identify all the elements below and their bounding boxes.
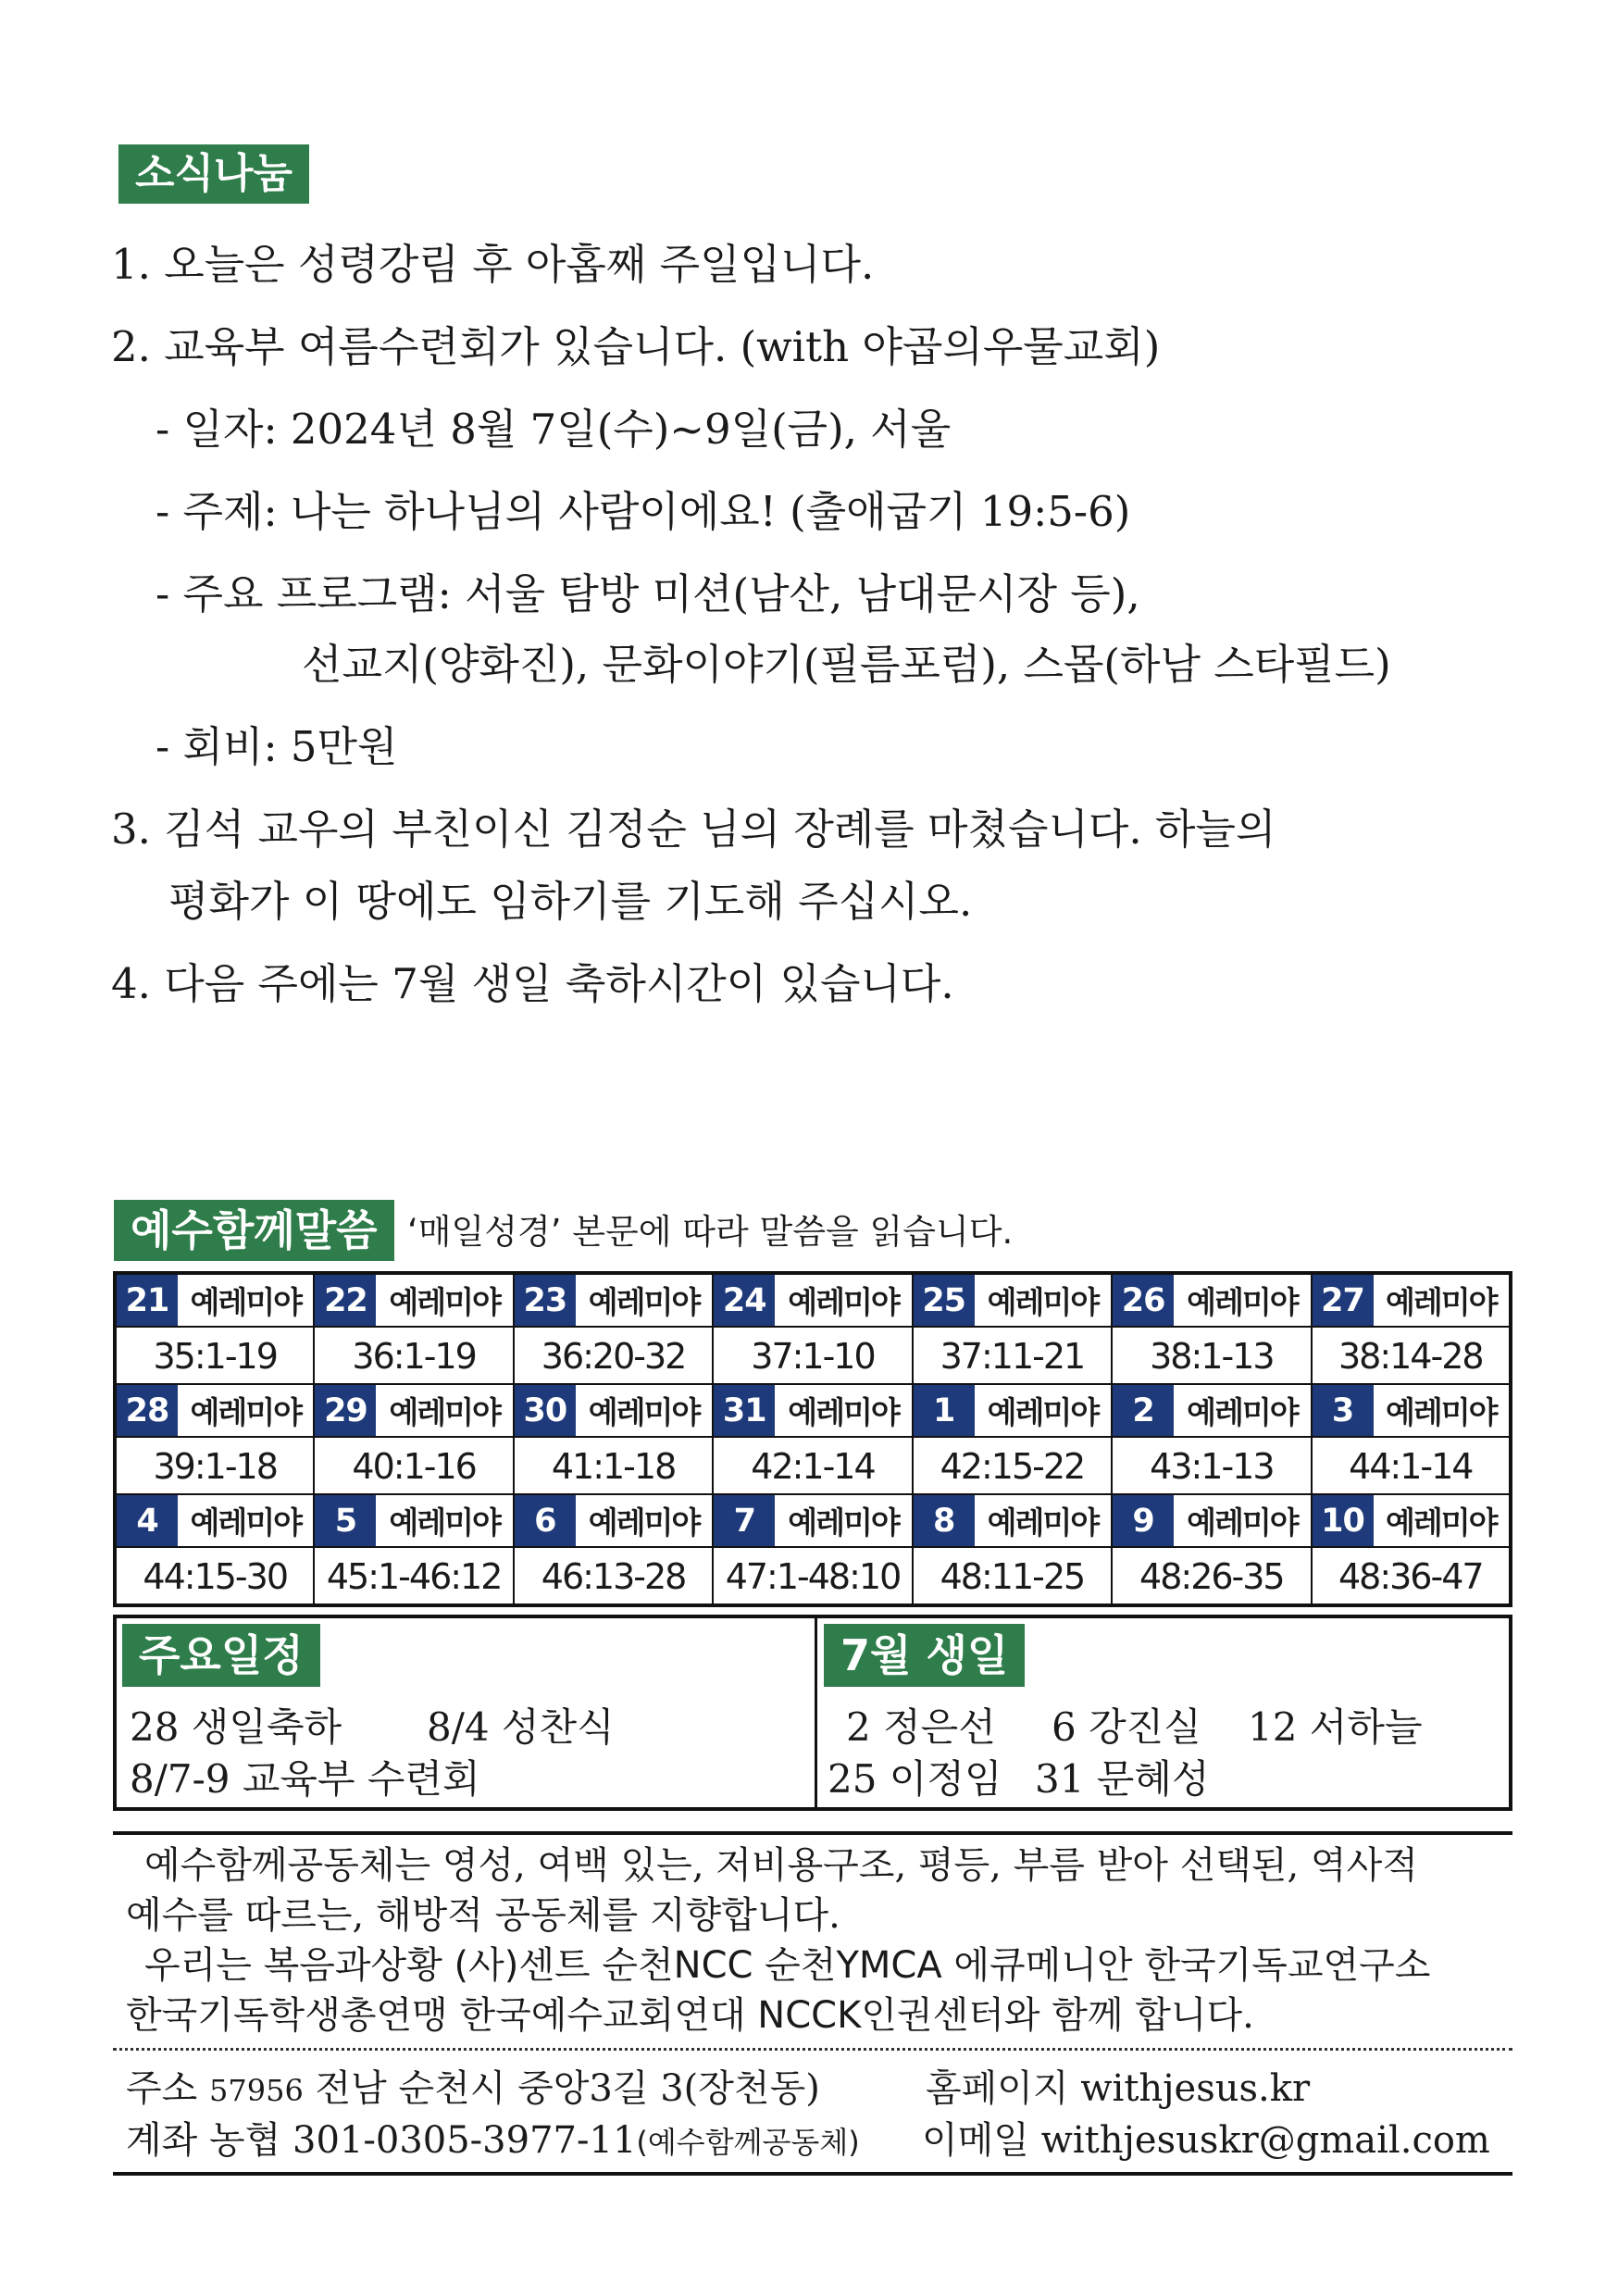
book-name: 예레미야 xyxy=(987,1284,1099,1320)
verse-range: 37:11-21 xyxy=(914,1326,1111,1383)
verse-range: 48:36-47 xyxy=(1313,1546,1509,1603)
address: 전남 순천시 중앙3길 3(장천동) xyxy=(315,2067,820,2110)
day-number: 30 xyxy=(515,1385,576,1436)
reading-cell xyxy=(314,1273,513,1384)
news-detail-theme: - 주제: 나는 하나님의 사람이에요! (출애굽기 19:5-6) xyxy=(156,487,1131,536)
day-number: 4 xyxy=(117,1495,178,1546)
day-number: 21 xyxy=(117,1275,178,1326)
about-text: 예수함께공동체는 영성, 여백 있는, 저비용구조, 평등, 부름 받아 선택된, 역사적 xyxy=(144,1844,1418,1887)
reading-cell-head xyxy=(315,1275,512,1326)
birthday-item: 25 이정임 xyxy=(828,1756,1002,1802)
reading-cell-head xyxy=(914,1495,1111,1546)
partners-text: 우리는 복음과상황 (사)센트 순천NCC 순천YMCA 에큐메니안 한국기독교연구소 xyxy=(144,1944,1431,1987)
news-item-1: 1. 오늘은 성령강림 후 아홉째 주일입니다. xyxy=(111,240,875,289)
day-number: 2 xyxy=(1113,1385,1174,1436)
verse-range: 38:1-13 xyxy=(1113,1326,1310,1383)
news-item-2: 2. 교육부 여름수련회가 있습니다. (with 야곱의우물교회) xyxy=(111,322,1161,371)
day-number: 28 xyxy=(117,1385,178,1436)
news-detail-program-cont: 선교지(양화진), 문화이야기(필름포럼), 스몹(하남 스타필드) xyxy=(302,640,1391,689)
book-name: 예레미야 xyxy=(987,1504,1099,1541)
news-item-3-cont: 평화가 이 땅에도 임하기를 기도해 주십시오. xyxy=(168,877,973,926)
homepage-line xyxy=(926,2063,1310,2115)
book-name: 예레미야 xyxy=(190,1394,301,1430)
reading-cell xyxy=(1112,1384,1311,1494)
reading-cell xyxy=(1312,1384,1511,1494)
day-number: 5 xyxy=(315,1495,376,1546)
address-line xyxy=(126,2063,820,2116)
reading-cell xyxy=(514,1494,713,1605)
book-name: 예레미야 xyxy=(788,1504,899,1541)
bank-name: 농협 xyxy=(209,2119,281,2162)
book-name: 예레미야 xyxy=(1187,1504,1298,1541)
homepage-label: 홈페이지 xyxy=(926,2067,1069,2110)
verse-range: 37:1-10 xyxy=(714,1326,911,1383)
dotted-divider xyxy=(113,2048,1512,2051)
schedule-item: 8/4 성찬식 xyxy=(427,1704,615,1750)
partners-list: 한국기독학생총연맹 한국예수교회연대 NCCK인권센터 xyxy=(126,1994,1004,2037)
reading-cell xyxy=(514,1384,713,1494)
verse-range: 38:14-28 xyxy=(1313,1326,1509,1383)
reading-row xyxy=(115,1494,1511,1605)
verse-range: 44:1-14 xyxy=(1313,1436,1509,1493)
verse-range: 35:1-19 xyxy=(117,1326,313,1383)
book-name: 예레미야 xyxy=(1386,1504,1497,1541)
book-name: 예레미야 xyxy=(788,1284,899,1320)
reading-cell xyxy=(713,1494,912,1605)
email-line xyxy=(922,2115,1490,2166)
book-name: 예레미야 xyxy=(389,1394,500,1430)
reading-cell-head xyxy=(1313,1275,1509,1326)
email-link[interactable]: withjesuskr@gmail.com xyxy=(1040,2119,1490,2162)
divider-line xyxy=(113,1831,1512,1835)
email-label: 이메일 xyxy=(922,2119,1029,2162)
verse-range: 48:26-35 xyxy=(1113,1546,1310,1603)
account-line xyxy=(126,2115,860,2168)
verse-range: 48:11-25 xyxy=(914,1546,1111,1603)
box-divider xyxy=(815,1618,817,1807)
reading-cell xyxy=(314,1384,513,1494)
book-name: 예레미야 xyxy=(1187,1394,1298,1430)
book-name: 예레미야 xyxy=(588,1504,700,1541)
day-number: 7 xyxy=(714,1495,775,1546)
reading-cell-head xyxy=(315,1385,512,1436)
verse-range: 46:13-28 xyxy=(515,1546,712,1603)
verse-range: 42:15-22 xyxy=(914,1436,1111,1493)
news-detail-date: - 일자: 2024년 8월 7일(수)~9일(금), 서울 xyxy=(156,405,952,454)
verse-range: 41:1-18 xyxy=(515,1436,712,1493)
reading-cell xyxy=(713,1384,912,1494)
bible-section-note: ‘매일성경’ 본문에 따라 말씀을 읽습니다. xyxy=(407,1212,1014,1252)
book-name: 예레미야 xyxy=(788,1394,899,1430)
day-number: 24 xyxy=(714,1275,775,1326)
day-number: 29 xyxy=(315,1385,376,1436)
schedule-title: 주요일정 xyxy=(122,1624,320,1687)
day-number: 27 xyxy=(1313,1275,1374,1326)
reading-cell xyxy=(115,1384,314,1494)
account-label: 계좌 xyxy=(126,2119,198,2162)
book-name: 예레미야 xyxy=(389,1504,500,1541)
verse-range: 44:15-30 xyxy=(117,1546,313,1603)
reading-cell-head xyxy=(1313,1385,1509,1436)
day-number: 22 xyxy=(315,1275,376,1326)
day-number: 23 xyxy=(515,1275,576,1326)
verse-range: 42:1-14 xyxy=(714,1436,911,1493)
news-detail-program: - 주요 프로그램: 서울 탐방 미션(남산, 남대문시장 등), xyxy=(156,569,1140,618)
about-text: 예수를 따르는, 해방적 공동체를 지향합니다. xyxy=(126,1894,840,1937)
reading-cell xyxy=(913,1384,1112,1494)
reading-cell xyxy=(115,1494,314,1605)
birthday-title: 7월 생일 xyxy=(824,1624,1025,1687)
news-section-title: 소식나눔 xyxy=(118,144,309,204)
reading-cell-head xyxy=(117,1385,313,1436)
book-name: 예레미야 xyxy=(588,1394,700,1430)
verse-range: 36:20-32 xyxy=(515,1326,712,1383)
partners-tail: 와 함께 합니다. xyxy=(1003,1994,1254,2037)
reading-row xyxy=(115,1384,1511,1494)
book-name: 예레미야 xyxy=(389,1284,500,1320)
schedule-item: 8/7-9 교육부 수련회 xyxy=(130,1756,480,1802)
reading-cell-head xyxy=(714,1385,911,1436)
reading-cell-head xyxy=(714,1275,911,1326)
partners-text xyxy=(126,1990,1254,2040)
verse-range: 40:1-16 xyxy=(315,1436,512,1493)
day-number: 8 xyxy=(914,1495,975,1546)
day-number: 9 xyxy=(1113,1495,1174,1546)
verse-range: 45:1-46:12 xyxy=(315,1546,512,1603)
birthday-item: 2 정은선 xyxy=(846,1704,996,1750)
schedule-birthday-box xyxy=(113,1615,1512,1811)
reading-cell-head xyxy=(1313,1495,1509,1546)
address-label: 주소 xyxy=(126,2067,198,2110)
day-number: 6 xyxy=(515,1495,576,1546)
birthday-item: 12 서하늘 xyxy=(1248,1704,1423,1750)
verse-range: 39:1-18 xyxy=(117,1436,313,1493)
book-name: 예레미야 xyxy=(1187,1284,1298,1320)
day-number: 31 xyxy=(714,1385,775,1436)
book-name: 예레미야 xyxy=(1386,1394,1497,1430)
verse-range: 47:1-48:10 xyxy=(714,1546,911,1603)
bible-reading-table xyxy=(113,1271,1512,1607)
day-number: 10 xyxy=(1313,1495,1374,1546)
reading-cell-head xyxy=(714,1495,911,1546)
book-name: 예레미야 xyxy=(588,1284,700,1320)
news-item-3: 3. 김석 교우의 부친이신 김정순 님의 장례를 마쳤습니다. 하늘의 xyxy=(111,805,1276,854)
day-number: 25 xyxy=(914,1275,975,1326)
book-name: 예레미야 xyxy=(190,1504,301,1541)
day-number: 26 xyxy=(1113,1275,1174,1326)
news-item-4: 4. 다음 주에는 7월 생일 축하시간이 있습니다. xyxy=(111,959,954,1008)
reading-cell xyxy=(514,1273,713,1384)
bible-section-title: 예수함께말씀 xyxy=(114,1200,394,1261)
reading-cell xyxy=(913,1273,1112,1384)
birthday-item: 31 문혜성 xyxy=(1035,1756,1210,1802)
account-number: 301-0305-3977-11 xyxy=(292,2119,637,2162)
reading-cell-head xyxy=(515,1385,712,1436)
book-name: 예레미야 xyxy=(190,1284,301,1320)
reading-cell-head xyxy=(1113,1495,1310,1546)
account-holder: (예수함께공동체) xyxy=(636,2125,860,2160)
reading-cell xyxy=(1312,1273,1511,1384)
reading-cell-head xyxy=(515,1275,712,1326)
reading-cell-head xyxy=(117,1495,313,1546)
reading-cell-head xyxy=(1113,1385,1310,1436)
reading-cell xyxy=(115,1273,314,1384)
day-number: 3 xyxy=(1313,1385,1374,1436)
birthday-item: 6 강진실 xyxy=(1052,1704,1201,1750)
reading-row xyxy=(115,1273,1511,1384)
reading-cell-head xyxy=(315,1495,512,1546)
book-name: 예레미야 xyxy=(1386,1284,1497,1320)
divider-line xyxy=(113,2172,1512,2176)
news-detail-fee: - 회비: 5만원 xyxy=(156,722,398,771)
reading-cell xyxy=(1112,1494,1311,1605)
reading-cell-head xyxy=(117,1275,313,1326)
day-number: 1 xyxy=(914,1385,975,1436)
reading-cell xyxy=(1312,1494,1511,1605)
reading-cell-head xyxy=(1113,1275,1310,1326)
reading-cell xyxy=(913,1494,1112,1605)
reading-cell-head xyxy=(914,1275,1111,1326)
zip-code: 57956 xyxy=(209,2073,304,2108)
book-name: 예레미야 xyxy=(987,1394,1099,1430)
verse-range: 36:1-19 xyxy=(315,1326,512,1383)
reading-cell-head xyxy=(515,1495,712,1546)
verse-range: 43:1-13 xyxy=(1113,1436,1310,1493)
reading-cell-head xyxy=(914,1385,1111,1436)
homepage-link[interactable]: withjesus.kr xyxy=(1080,2067,1311,2110)
reading-cell xyxy=(713,1273,912,1384)
reading-cell xyxy=(314,1494,513,1605)
reading-cell xyxy=(1112,1273,1311,1384)
schedule-item: 28 생일축하 xyxy=(130,1704,342,1750)
